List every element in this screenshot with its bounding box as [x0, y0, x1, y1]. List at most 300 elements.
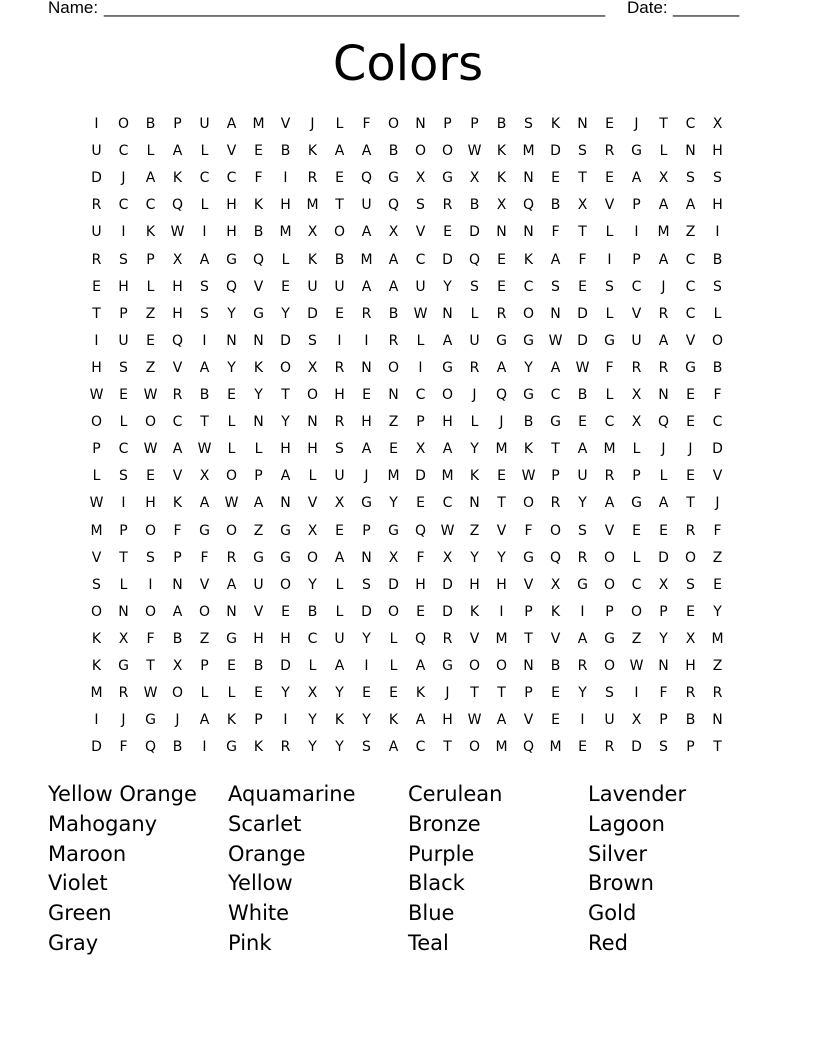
grid-letter: W [143, 441, 158, 458]
grid-letter: D [550, 143, 561, 160]
grid-letter: C [631, 278, 642, 295]
word-list-item: Orange [228, 841, 306, 866]
grid-letter: F [605, 359, 614, 376]
grid-letter: V [523, 576, 534, 593]
grid-letter: S [713, 170, 722, 187]
grid-letter: D [91, 170, 102, 187]
grid-letter: L [335, 116, 344, 132]
grid-letter: S [200, 305, 209, 322]
grid-letter: E [119, 387, 128, 403]
grid-letter: V [415, 224, 426, 241]
grid-letter: Q [522, 197, 535, 214]
grid-letter: E [497, 468, 506, 485]
grid-letter: M [603, 441, 616, 458]
grid-letter: R [226, 549, 237, 566]
grid-letter: C [172, 414, 183, 431]
grid-letter: I [283, 712, 288, 729]
grid-letter: Q [522, 739, 535, 756]
grid-letter: B [334, 251, 345, 268]
grid-letter: J [121, 170, 126, 187]
grid-letter: D [91, 739, 102, 756]
grid-letter: A [199, 712, 210, 729]
name-input-line[interactable]: _____________________________________________________ [104, 0, 606, 17]
grid-letter: S [524, 116, 533, 132]
word-list-item: Lavender [588, 782, 687, 806]
grid-letter: I [202, 739, 207, 756]
grid-letter: Q [549, 549, 562, 566]
grid-letter: X [442, 549, 453, 566]
grid-letter: L [119, 414, 128, 431]
grid-letter: Y [362, 712, 371, 729]
grid-letter: L [335, 603, 344, 620]
grid-letter: C [118, 441, 129, 458]
grid-letter: Y [308, 739, 317, 756]
grid-letter: E [497, 278, 506, 295]
grid-letter: X [307, 224, 318, 241]
grid-letter: O [387, 603, 400, 620]
grid-letter: J [715, 495, 720, 512]
grid-letter: A [145, 170, 156, 187]
grid-letter: C [685, 305, 696, 322]
grid-letter: W [575, 359, 590, 376]
grid-letter: Q [387, 197, 400, 214]
grid-letter: W [143, 387, 158, 403]
grid-letter: A [226, 116, 237, 132]
grid-letter: W [467, 712, 482, 729]
grid-letter: I [337, 332, 342, 349]
grid-letter: U [199, 116, 210, 132]
grid-letter: T [146, 658, 155, 674]
grid-letter: D [712, 441, 723, 458]
grid-letter: N [118, 603, 129, 620]
grid-letter: T [551, 441, 560, 458]
word-list-item: Violet [48, 871, 108, 896]
grid-letter: D [307, 305, 318, 322]
grid-letter: P [119, 522, 128, 539]
word-list-item: Silver [588, 841, 647, 866]
grid-letter: B [253, 224, 264, 241]
grid-letter: I [283, 170, 288, 187]
grid-letter: U [361, 197, 372, 214]
grid-letter: J [445, 685, 450, 702]
grid-letter: B [172, 630, 183, 647]
grid-letter: X [172, 251, 183, 268]
grid-letter: A [577, 630, 588, 647]
grid-letter: H [226, 197, 237, 214]
word-list-item: Purple [408, 841, 475, 866]
grid-letter: C [415, 387, 426, 403]
grid-letter: P [470, 116, 479, 132]
grid-letter: R [496, 305, 507, 322]
grid-letter: F [146, 630, 155, 647]
grid-letter: W [629, 658, 644, 674]
grid-letter: O [279, 576, 292, 593]
grid-letter: L [146, 278, 155, 295]
grid-letter: H [442, 414, 453, 431]
grid-letter: P [92, 441, 101, 458]
grid-letter: Y [470, 441, 479, 458]
grid-letter: K [496, 170, 507, 187]
grid-letter: R [334, 359, 345, 376]
grid-letter: B [496, 116, 507, 132]
grid-letter: O [468, 658, 481, 674]
grid-letter: X [307, 359, 318, 376]
grid-letter: C [307, 630, 318, 647]
grid-letter: L [308, 658, 317, 674]
grid-letter: J [634, 116, 639, 132]
grid-letter: E [281, 603, 290, 620]
grid-letter: M [495, 739, 508, 756]
grid-letter: Y [308, 576, 317, 593]
grid-letter: K [145, 224, 156, 241]
word-list-item: Lagoon [588, 811, 665, 836]
grid-letter: P [443, 116, 452, 132]
grid-letter: E [659, 522, 668, 539]
grid-letter: Q [171, 197, 184, 214]
grid-letter: N [280, 495, 291, 512]
grid-letter: B [469, 197, 480, 214]
grid-letter: B [280, 143, 291, 160]
grid-letter: K [469, 468, 480, 485]
grid-letter: X [712, 116, 723, 132]
grid-letter: M [252, 116, 265, 132]
grid-letter: E [551, 170, 560, 187]
word-list-item: Pink [228, 930, 272, 955]
grid-letter: U [118, 332, 129, 349]
grid-letter: A [199, 495, 210, 512]
grid-letter: F [416, 549, 425, 566]
grid-letter: E [416, 495, 425, 512]
grid-letter: S [200, 278, 209, 295]
grid-letter: K [523, 251, 534, 268]
grid-letter: R [91, 251, 102, 268]
grid-letter: M [711, 630, 724, 647]
grid-letter: N [523, 658, 534, 674]
grid-letter: U [307, 278, 318, 295]
grid-letter: E [281, 278, 290, 295]
grid-letter: P [416, 414, 425, 431]
grid-letter: E [686, 414, 695, 431]
grid-letter: H [496, 576, 507, 593]
grid-letter: I [634, 685, 639, 702]
grid-letter: B [523, 414, 534, 431]
grid-letter: C [145, 197, 156, 214]
grid-letter: G [226, 251, 237, 268]
word-list-item: Brown [588, 871, 654, 896]
grid-letter: H [280, 441, 291, 458]
grid-letter: O [603, 576, 616, 593]
grid-letter: C [415, 251, 426, 268]
grid-letter: M [495, 441, 508, 458]
grid-letter: E [227, 658, 236, 674]
grid-letter: T [713, 739, 722, 756]
grid-letter: L [605, 387, 614, 403]
grid-letter: F [254, 170, 263, 187]
grid-letter: R [658, 305, 669, 322]
word-list-item: Yellow Orange [48, 782, 197, 806]
grid-letter: W [143, 685, 158, 702]
grid-letter: Q [468, 251, 481, 268]
grid-letter: Y [497, 549, 506, 566]
grid-letter: C [604, 414, 615, 431]
grid-letter: G [523, 332, 534, 349]
grid-letter: L [227, 685, 236, 702]
grid-letter: V [469, 630, 480, 647]
grid-letter: M [549, 739, 562, 756]
grid-letter: G [280, 549, 291, 566]
grid-letter: W [440, 522, 455, 539]
grid-letter: F [713, 387, 722, 403]
grid-letter: Q [225, 278, 238, 295]
grid-letter: B [199, 387, 210, 403]
grid-letter: U [334, 278, 345, 295]
grid-letter: O [522, 305, 535, 322]
grid-letter: S [578, 522, 587, 539]
grid-letter: R [604, 739, 615, 756]
grid-letter: N [577, 116, 588, 132]
grid-letter: P [362, 522, 371, 539]
grid-letter: A [199, 359, 210, 376]
grid-letter: C [118, 197, 129, 214]
grid-letter: A [388, 739, 399, 756]
grid-letter: K [307, 251, 318, 268]
grid-letter: O [279, 359, 292, 376]
grid-letter: D [442, 251, 453, 268]
grid-letter: R [577, 658, 588, 674]
grid-letter: K [550, 116, 561, 132]
grid-letter: O [495, 658, 508, 674]
grid-letter: L [227, 441, 236, 458]
grid-letter: O [522, 495, 535, 512]
grid-letter: U [415, 278, 426, 295]
grid-letter: Y [362, 630, 371, 647]
grid-letter: E [335, 305, 344, 322]
grid-letter: T [200, 414, 209, 431]
grid-letter: H [469, 576, 480, 593]
grid-letter: M [657, 224, 670, 241]
date-input-line[interactable]: _______ [673, 0, 740, 17]
grid-letter: X [388, 224, 399, 241]
grid-letter: J [175, 712, 180, 729]
grid-letter: G [631, 495, 642, 512]
grid-letter: I [634, 224, 639, 241]
grid-letter: W [521, 468, 536, 485]
word-list [48, 780, 788, 959]
grid-letter: V [685, 332, 696, 349]
grid-letter: L [632, 441, 641, 458]
grid-letter: K [253, 739, 264, 756]
grid-letter: F [119, 739, 128, 756]
grid-letter: C [118, 143, 129, 160]
grid-letter: Q [495, 387, 508, 403]
grid-letter: V [253, 603, 264, 620]
grid-letter: M [522, 143, 535, 160]
grid-letter: H [442, 712, 453, 729]
grid-letter: G [118, 658, 129, 674]
grid-letter: Q [414, 522, 427, 539]
grid-letter: Y [308, 712, 317, 729]
grid-letter: C [442, 495, 453, 512]
grid-letter: T [524, 630, 533, 647]
grid-letter: L [308, 468, 317, 485]
grid-letter: N [307, 414, 318, 431]
grid-letter: S [605, 278, 614, 295]
grid-letter: U [469, 332, 480, 349]
grid-letter: A [199, 251, 210, 268]
grid-letter: E [92, 278, 101, 295]
grid-letter: R [361, 305, 372, 322]
grid-letter: S [713, 278, 722, 295]
grid-letter: N [172, 576, 183, 593]
grid-letter: X [658, 170, 669, 187]
grid-letter: O [387, 359, 400, 376]
grid-letter: Z [145, 305, 156, 322]
grid-letter: D [442, 603, 453, 620]
grid-letter: W [467, 143, 482, 160]
grid-letter: O [171, 685, 184, 702]
grid-letter: Q [171, 332, 184, 349]
grid-letter: O [198, 603, 211, 620]
grid-letter: L [227, 414, 236, 431]
grid-letter: T [578, 170, 587, 187]
grid-letter: W [548, 332, 563, 349]
grid-letter: E [335, 170, 344, 187]
grid-letter: O [144, 414, 157, 431]
grid-letter: E [362, 685, 371, 702]
grid-letter: G [226, 739, 237, 756]
grid-letter: Z [388, 414, 399, 431]
grid-letter: R [550, 495, 561, 512]
grid-letter: A [334, 143, 345, 160]
grid-letter: W [89, 495, 104, 512]
grid-letter: B [550, 658, 561, 674]
grid-letter: E [335, 522, 344, 539]
grid-letter: R [469, 359, 480, 376]
grid-letter: R [604, 143, 615, 160]
grid-letter: U [604, 712, 615, 729]
grid-letter: Z [712, 549, 723, 566]
grid-letter: B [145, 116, 156, 132]
grid-letter: X [334, 495, 345, 512]
grid-letter: L [200, 685, 209, 702]
grid-letter: D [280, 658, 291, 674]
grid-letter: J [661, 278, 666, 295]
grid-letter: X [496, 197, 507, 214]
grid-letter: M [306, 197, 319, 214]
grid-letter: K [226, 712, 237, 729]
grid-letter: S [146, 549, 155, 566]
grid-letter: L [389, 658, 398, 674]
grid-letter: U [577, 468, 588, 485]
grid-letter: I [202, 332, 207, 349]
grid-letter: H [226, 224, 237, 241]
grid-letter: Y [578, 685, 587, 702]
grid-letter: Y [254, 387, 263, 403]
grid-letter: B [685, 712, 696, 729]
grid-letter: Q [657, 414, 670, 431]
grid-letter: H [685, 658, 696, 674]
grid-letter: P [632, 468, 641, 485]
grid-letter: X [550, 576, 561, 593]
grid-letter: R [442, 630, 453, 647]
grid-letter: L [470, 414, 479, 431]
grid-letter: I [202, 224, 207, 241]
grid-letter: C [199, 170, 210, 187]
grid-letter: E [578, 414, 587, 431]
grid-letter: E [497, 251, 506, 268]
grid-letter: D [361, 603, 372, 620]
grid-letter: G [442, 359, 453, 376]
grid-letter: S [308, 332, 317, 349]
grid-letter: Y [335, 739, 344, 756]
grid-letter: K [253, 197, 264, 214]
grid-letter: P [524, 685, 533, 702]
grid-letter: Y [227, 305, 236, 322]
grid-letter: P [254, 468, 263, 485]
grid-letter: A [577, 441, 588, 458]
grid-letter: A [361, 143, 372, 160]
grid-letter: Z [712, 658, 723, 674]
grid-letter: S [362, 576, 371, 593]
grid-letter: C [523, 278, 534, 295]
grid-letter: A [388, 251, 399, 268]
grid-letter: Z [631, 630, 642, 647]
grid-letter: P [524, 603, 533, 620]
grid-letter: P [200, 658, 209, 674]
grid-letter: V [604, 522, 615, 539]
grid-letter: F [659, 685, 668, 702]
grid-letter: V [280, 116, 291, 132]
grid-letter: L [605, 224, 614, 241]
grid-letter: Y [281, 685, 290, 702]
grid-letter: O [603, 549, 616, 566]
grid-letter: O [333, 224, 346, 241]
grid-letter: K [91, 658, 102, 674]
grid-letter: A [658, 495, 669, 512]
grid-letter: X [631, 414, 642, 431]
name-label: Name: [48, 0, 99, 17]
grid-letter: B [307, 603, 318, 620]
grid-letter: Y [470, 549, 479, 566]
grid-letter: B [253, 658, 264, 674]
grid-letter: C [550, 387, 561, 403]
grid-letter: K [91, 630, 102, 647]
grid-letter: F [362, 116, 371, 132]
grid-letter: G [685, 359, 696, 376]
grid-letter: O [144, 522, 157, 539]
grid-letter: S [416, 197, 425, 214]
word-list-item: Cerulean [408, 782, 503, 806]
grid-letter: A [172, 143, 183, 160]
grid-letter: I [607, 251, 612, 268]
grid-letter: Y [578, 495, 587, 512]
grid-letter: A [280, 468, 291, 485]
grid-letter: D [442, 576, 453, 593]
grid-letter: A [334, 658, 345, 674]
grid-letter: Y [335, 685, 344, 702]
grid-letter: Y [659, 630, 668, 647]
grid-letter: J [364, 468, 369, 485]
grid-letter: A [685, 197, 696, 214]
grid-letter: C [685, 278, 696, 295]
grid-letter: J [661, 441, 666, 458]
grid-letter: B [712, 359, 723, 376]
grid-letter: G [388, 522, 399, 539]
grid-letter: E [686, 468, 695, 485]
grid-letter: I [121, 224, 126, 241]
grid-letter: A [550, 251, 561, 268]
grid-letter: H [334, 387, 345, 403]
